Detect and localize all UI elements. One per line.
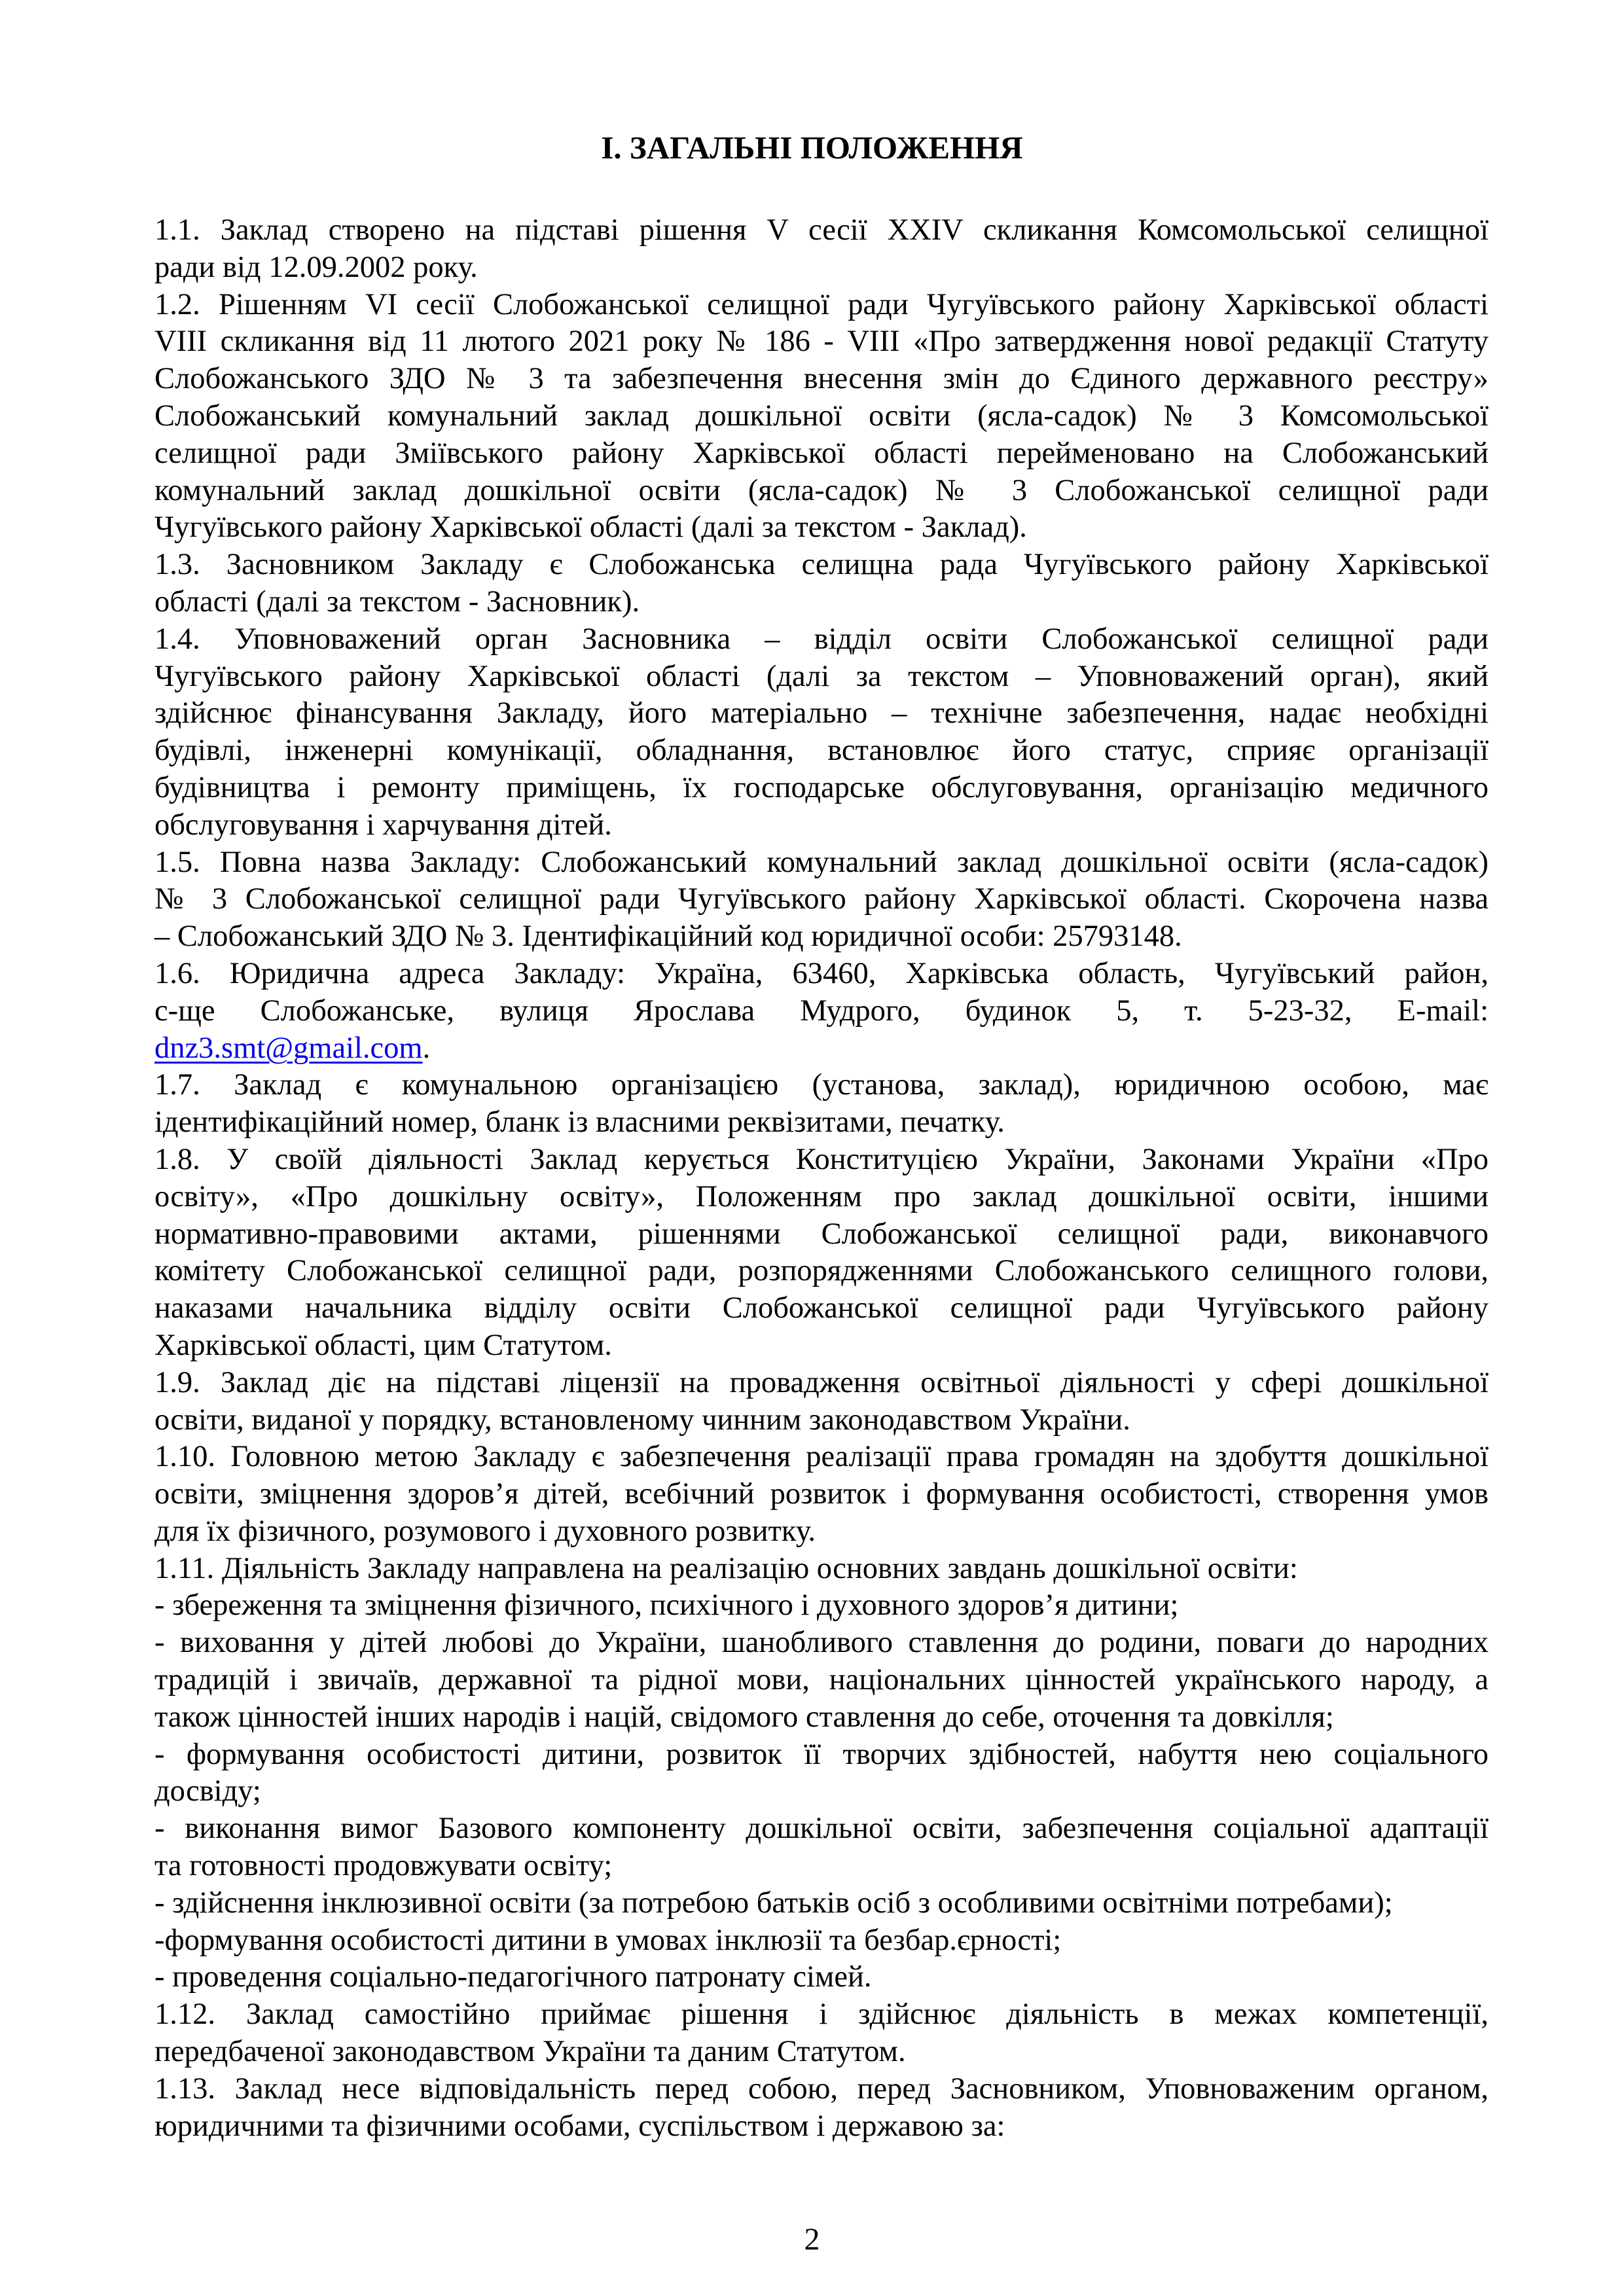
text-line: 1.12. Заклад самостійно приймає рішення і здійснює діяльність в межах компетенції,: [154, 1998, 1489, 2032]
document-body: [154, 212, 1489, 2145]
text-line: - проведення соціально-педагогічного патронату сімей.: [154, 1960, 872, 1994]
text-line: с-ще Слобожанське, вулиця Ярослава Мудрого, будинок 5, т. 5-23-32, E-mail:: [154, 994, 1489, 1028]
bullet-list: [154, 1587, 1489, 1996]
text-line: 1.3. Засновником Закладу є Слобожанська селищна рада Чугуївського району Харківської: [154, 548, 1489, 582]
text-line: - виховання у дітей любові до України, шанобливого ставлення до родини, поваги до народних: [154, 1626, 1489, 1660]
text-line: для їх фізичного, розумового і духовного розвитку.: [154, 1514, 816, 1548]
text-line: будівлі, інженерні комунікації, обладнання, встановлює його статус, сприяє організації: [154, 734, 1489, 768]
text-line: VIII скликання від 11 лютого 2021 року № 186 - VIII «Про затвердження нової редакції Статуту: [154, 325, 1489, 359]
list-item: [154, 1885, 1489, 1922]
text-line: комітету Слобожанської селищної ради, розпорядженнями Слобожанського селищного голови,: [154, 1254, 1489, 1288]
text-line: 1.1. Заклад створено на підставі рішення V сесії XXIV скликання Комсомольської селищної: [154, 213, 1489, 247]
text-line: традицій і звичаїв, державної та рідної мови, національних цінностей українського народу, а: [154, 1663, 1489, 1697]
text-line: 1.8. У своїй діяльності Заклад керується Конституцією України, Законами України «Про: [154, 1142, 1489, 1176]
list-item: [154, 1810, 1489, 1885]
text-line: ідентифікаційний номер, бланк із власними реквізитами, печатку.: [154, 1105, 1005, 1139]
text-line: - формування особистості дитини, розвиток її творчих здібностей, набуття нею соціального: [154, 1737, 1489, 1771]
paragraph-1-6: [154, 956, 1489, 1067]
list-item: [154, 1922, 1489, 1960]
paragraph-1-4: [154, 621, 1489, 844]
text-line: також цінностей інших народів і націй, свідомого ставлення до себе, оточення та довкілля;: [154, 1700, 1334, 1734]
text-line: Харківської області, цим Статутом.: [154, 1328, 612, 1362]
paragraph-1-12: [154, 1996, 1489, 2071]
paragraph-1-9: [154, 1365, 1489, 1439]
text-line: -формування особистості дитини в умовах інклюзії та безбар.єрності;: [154, 1923, 1062, 1957]
page-number: 2: [804, 2222, 820, 2257]
text-line: області (далі за текстом - Засновник).: [154, 584, 640, 619]
list-item: [154, 1624, 1489, 1736]
text-line: освіти, зміцнення здоров’я дітей, всебічний розвиток і формування особистості, створення умов: [154, 1477, 1489, 1511]
text-line: – Слобожанський ЗДО № 3. Ідентифікаційний код юридичної особи: 25793148.: [154, 920, 1182, 954]
text-line: та готовності продовжувати освіту;: [154, 1849, 613, 1883]
text-line: комунальний заклад дошкільної освіти (ясла-садок) № 3 Слобожанської селищної ради: [154, 473, 1489, 507]
text-line: ради від 12.09.2002 року.: [154, 250, 478, 284]
text-line: наказами начальника відділу освіти Слобожанської селищної ради Чугуївського району: [154, 1291, 1489, 1325]
text-line: 1.2. Рішенням VI сесії Слобожанської селищної ради Чугуївського району Харківської області: [154, 287, 1489, 321]
text-line: досвіду;: [154, 1774, 261, 1808]
paragraph-1-7: [154, 1067, 1489, 1141]
text-line: Чугуївського району Харківської області (далі за текстом – Уповноважений орган), який: [154, 659, 1489, 693]
text-line: 1.4. Уповноважений орган Засновника – відділ освіти Слобожанської селищної ради: [154, 622, 1489, 656]
paragraph-1-3: [154, 547, 1489, 621]
text-line: Слобожанський комунальний заклад дошкільної освіти (ясла-садок) № 3 Комсомольської: [154, 399, 1489, 433]
text-line: юридичними та фізичними особами, суспільством і державою за:: [154, 2109, 1005, 2143]
text-line: - виконання вимог Базового компоненту дошкільної освіти, забезпечення соціальної адаптації: [154, 1812, 1489, 1846]
text-line: обслуговування і харчування дітей.: [154, 808, 612, 842]
paragraph-1-10: [154, 1439, 1489, 1550]
text-line: Чугуївського району Харківської області (далі за текстом - Заклад).: [154, 511, 1027, 545]
text-line: освіти, виданої у порядку, встановленому чинним законодавством України.: [154, 1403, 1130, 1437]
list-item: [154, 1587, 1489, 1624]
list-item: [154, 1736, 1489, 1811]
text-line: [154, 1030, 1489, 1067]
paragraph-1-2: [154, 287, 1489, 547]
paragraph-1-5: [154, 844, 1489, 956]
text-line: 1.7. Заклад є комунальною організацією (установа, заклад), юридичною особою, має: [154, 1068, 1489, 1102]
section-title: I. ЗАГАЛЬНІ ПОЛОЖЕННЯ: [601, 130, 1023, 166]
text-line: 1.10. Головною метою Закладу є забезпечення реалізації права громадян на здобуття дошкільної: [154, 1440, 1489, 1474]
text-line: освіту», «Про дошкільну освіту», Положенням про заклад дошкільної освіти, іншими: [154, 1179, 1489, 1213]
paragraph-1-13: [154, 2071, 1489, 2145]
text-line: селищної ради Зміївського району Харківської області перейменовано на Слобожанський: [154, 436, 1489, 470]
text-line: нормативно-правовими актами, рішеннями Слобожанської селищної ради, виконавчого: [154, 1217, 1489, 1251]
text-line: 1.13. Заклад несе відповідальність перед собою, перед Засновником, Уповноваженим органом,: [154, 2072, 1489, 2106]
text-line: здійснює фінансування Закладу, його матеріально – технічне забезпечення, надає необхідні: [154, 696, 1489, 730]
paragraph-1-1: [154, 212, 1489, 287]
text-line: - збереження та зміцнення фізичного, психічного і духовного здоров’я дитини;: [154, 1588, 1179, 1623]
text-line: - здійснення інклюзивної освіти (за потребою батьків осіб з особливими освітніми потребами);: [154, 1886, 1393, 1920]
text-line: 1.9. Заклад діє на підставі ліцензії на провадження освітньої діяльності у сфері дошкільної: [154, 1365, 1489, 1399]
email-link[interactable]: dnz3.smt@gmail.com: [154, 1031, 423, 1065]
email-suffix: .: [422, 1031, 431, 1065]
text-line: Слобожанського ЗДО № 3 та забезпечення внесення змін до Єдиного державного реєстру»: [154, 362, 1489, 396]
list-item: [154, 1959, 1489, 1996]
text-line: 1.5. Повна назва Закладу: Слобожанський комунальний заклад дошкільної освіти (ясла-садок): [154, 845, 1489, 879]
text-line: будівництва і ремонту приміщень, їх господарське обслуговування, організацію медичного: [154, 770, 1489, 804]
text-line: 1.11. Діяльність Закладу направлена на реалізацію основних завдань дошкільної освіти:: [154, 1551, 1298, 1585]
paragraph-1-11: [154, 1551, 1489, 1997]
paragraph-1-8: [154, 1141, 1489, 1365]
text-line: № 3 Слобожанської селищної ради Чугуївського району Харківської області. Скорочена назва: [154, 882, 1489, 916]
text-line: 1.6. Юридична адреса Закладу: Україна, 63460, Харківська область, Чугуївський район,: [154, 956, 1489, 990]
text-line: передбаченої законодавством України та даним Статутом.: [154, 2035, 906, 2069]
